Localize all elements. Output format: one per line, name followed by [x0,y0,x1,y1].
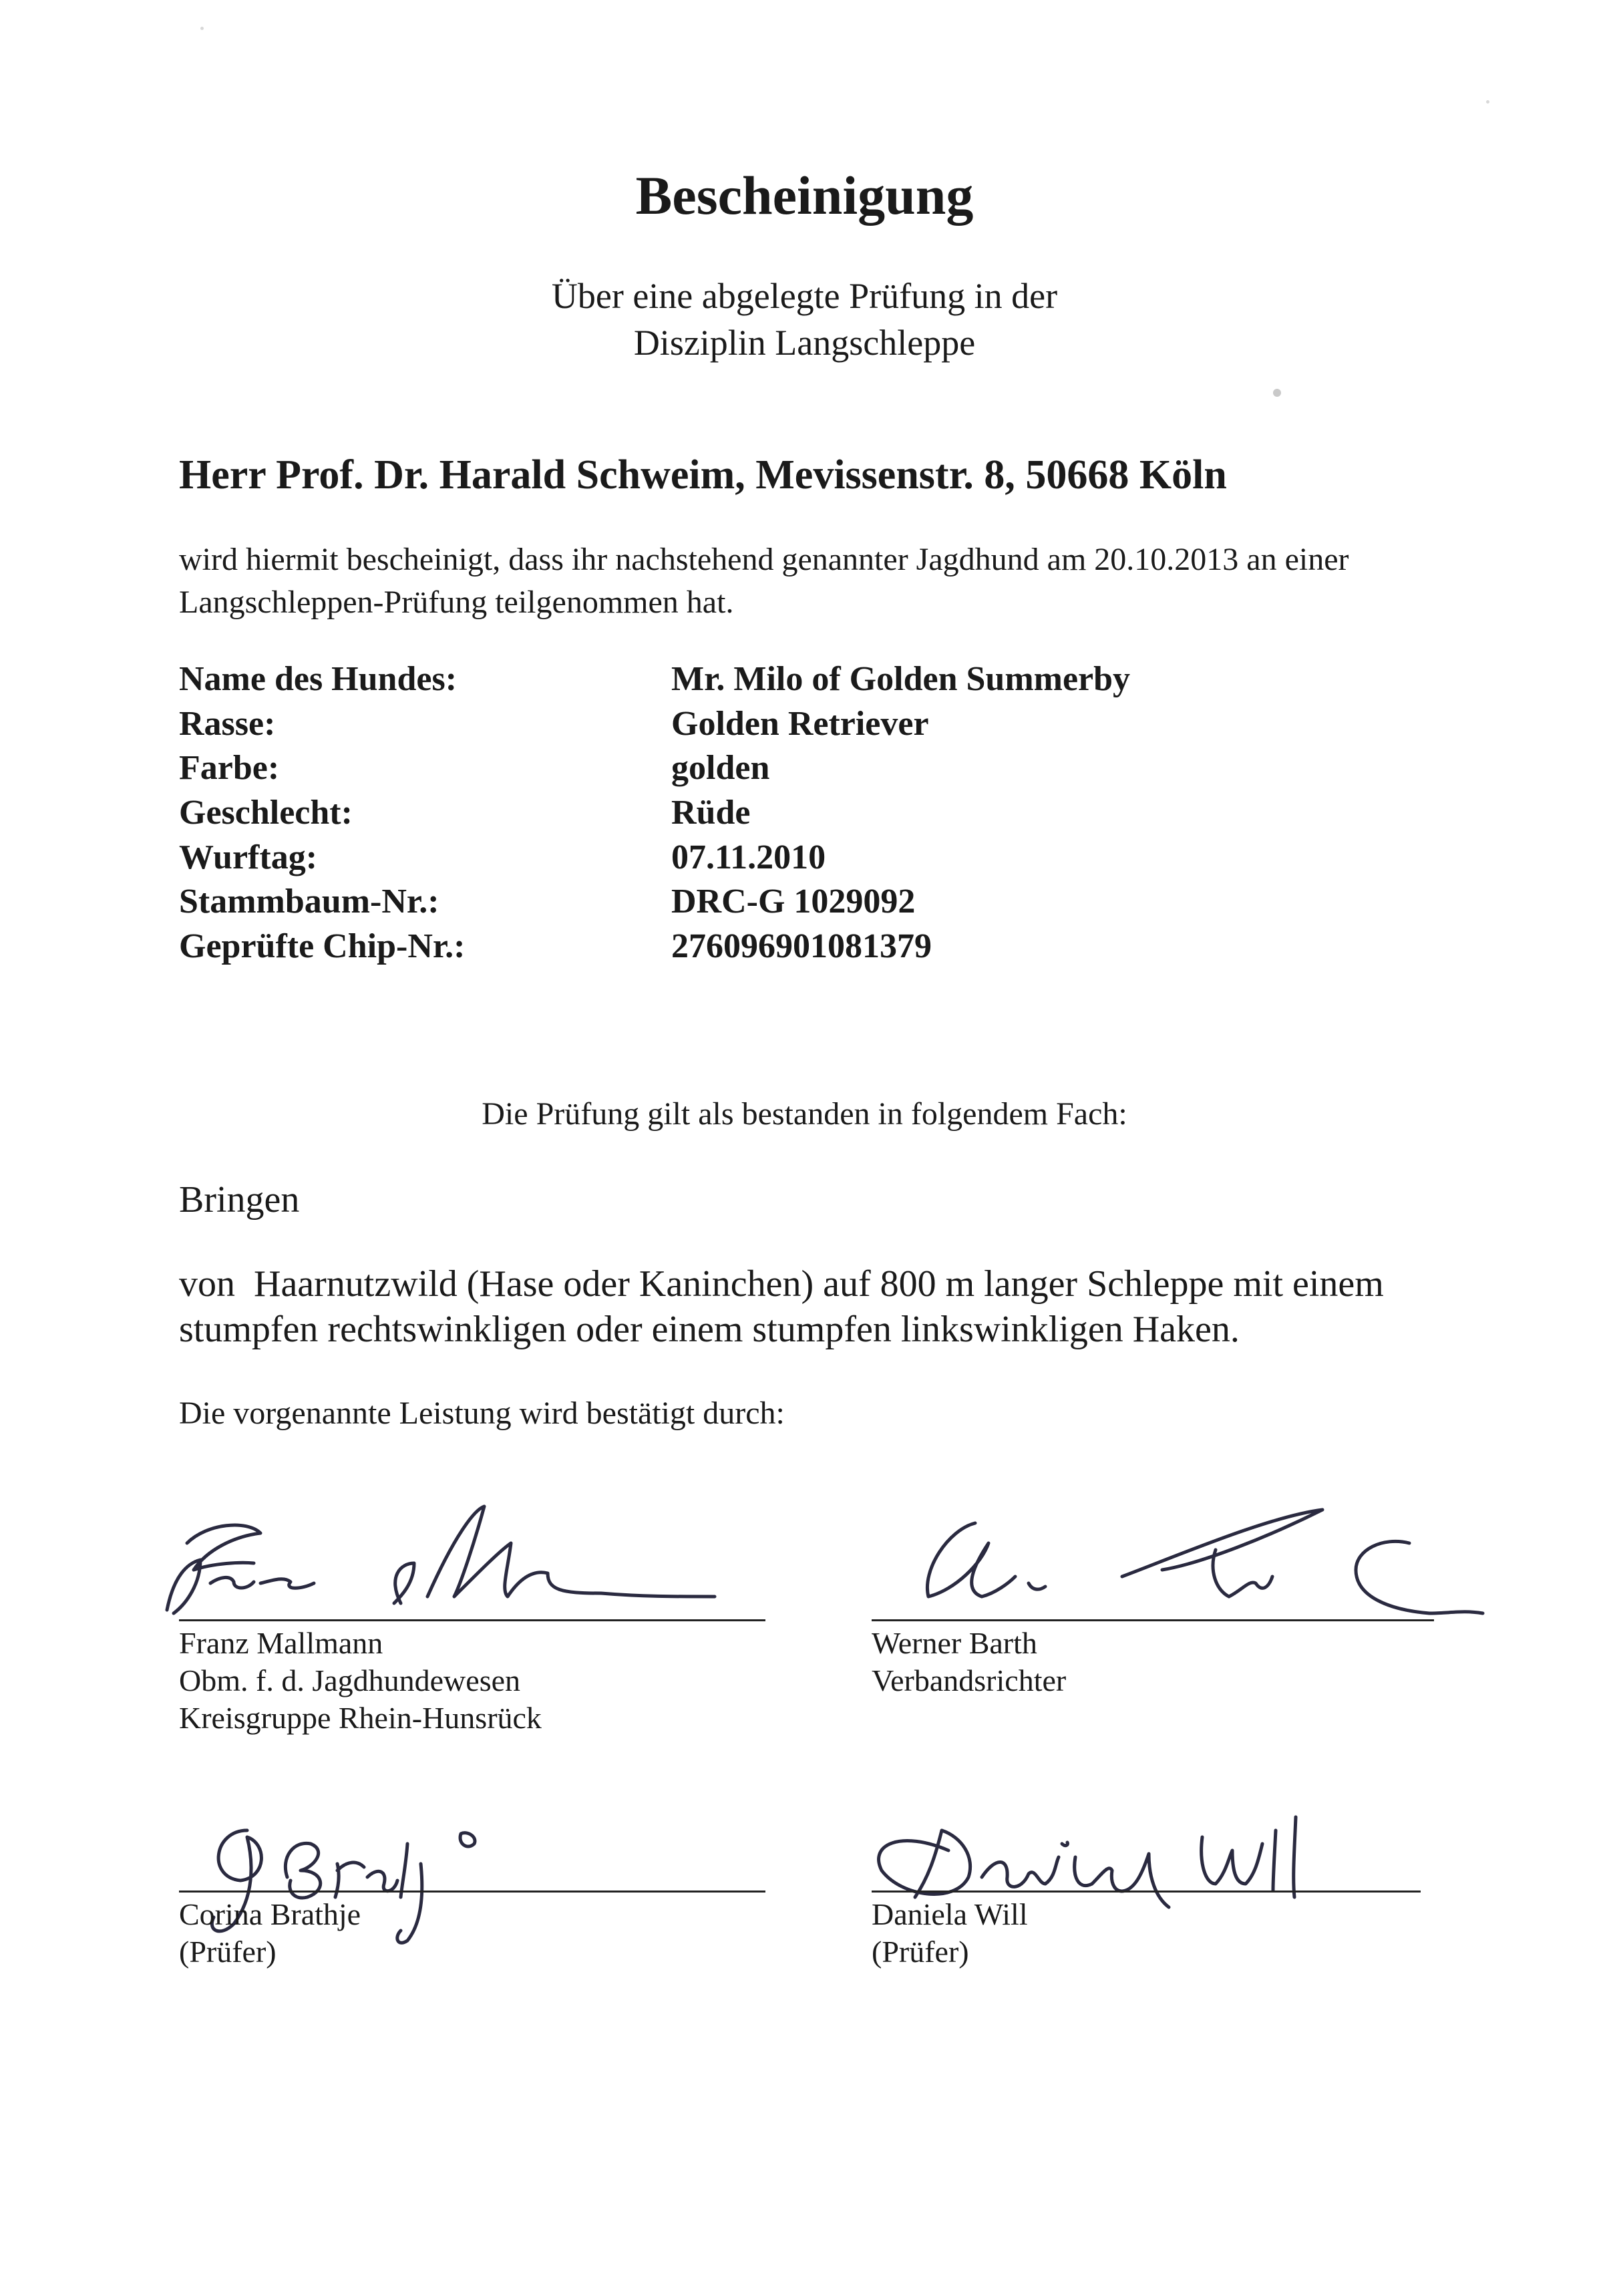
document-subtitle [0,273,1609,366]
signatory-4 [872,1896,1028,1971]
exam-description [179,1261,1515,1352]
exam-description-line-2: stumpfen rechtswinkligen oder einem stumpfen linkswinkligen Haken. [179,1309,1240,1350]
detail-value: 276096901081379 [671,927,932,966]
signatory-3 [179,1896,361,1971]
signature-line [872,1891,1421,1893]
signatory-1 [179,1625,542,1737]
exam-subject: Bringen [179,1179,300,1220]
detail-row [179,657,1130,702]
paper-speck [200,27,204,30]
subtitle-line-1: Über eine abgelegte Prüfung in der [551,276,1058,316]
passed-statement: Die Prüfung gilt als bestanden in folgendem Fach: [482,1096,1127,1132]
signatory-name: Daniela Will [872,1897,1028,1931]
confirmation-text: Die vorgenannte Leistung wird bestätigt durch: [179,1396,785,1431]
signature-line [179,1891,765,1893]
detail-value: Rüde [671,794,751,832]
paper-speck [1486,100,1489,104]
exam-description-line-1: von Haarnutzwild (Hase oder Kaninchen) auf 800 m langer Schleppe mit einem [179,1263,1384,1305]
detail-row [179,880,1130,925]
detail-label: Geschlecht: [179,794,353,832]
detail-value: golden [671,749,770,788]
detail-value: Mr. Milo of Golden Summerby [671,660,1131,698]
signatory-name: Corina Brathje [179,1897,361,1931]
dog-details [179,657,1130,969]
signature-franz-mallmann [147,1496,748,1630]
signatory-role: (Prüfer) [179,1935,277,1969]
signatory-role: Obm. f. d. Jagdhundewesen [179,1663,521,1697]
detail-label: Name des Hundes: [179,660,458,698]
subtitle-line-2: Disziplin Langschleppe [633,323,976,363]
signatory-org: Kreisgruppe Rhein-Hunsrück [179,1701,542,1735]
detail-value: Golden Retriever [671,704,929,743]
detail-row [179,791,1130,836]
detail-value: 07.11.2010 [671,838,826,876]
detail-row [179,746,1130,791]
detail-row [179,702,1130,747]
signatory-role: Verbandsrichter [872,1663,1067,1697]
document-title: Bescheinigung [635,165,974,226]
signatory-role: (Prüfer) [872,1935,969,1969]
paper-speck [1273,389,1281,397]
detail-label: Rasse: [179,704,276,743]
detail-label: Farbe: [179,749,280,788]
signatory-2 [872,1625,1066,1699]
intro-line-2: Langschleppen-Prüfung teilgenommen hat. [179,585,734,620]
detail-label: Stammbaum-Nr.: [179,882,439,921]
signature-line [179,1619,765,1621]
signatory-name: Franz Mallmann [179,1626,383,1660]
signature-line [872,1619,1434,1621]
detail-row [179,836,1130,880]
detail-row [179,925,1130,969]
detail-label: Wurftag: [179,838,318,876]
signature-werner-barth [895,1483,1463,1637]
detail-value: DRC-G 1029092 [671,882,916,921]
intro-paragraph [179,538,1448,624]
signatory-name: Werner Barth [872,1626,1037,1660]
intro-line-1: wird hiermit bescheinigt, dass ihr nachstehend genannter Jagdhund am 20.10.2013 an einer [179,542,1349,577]
owner-address: Herr Prof. Dr. Harald Schweim, Mevissenstr. 8, 50668 Köln [179,452,1227,498]
detail-label: Geprüfte Chip-Nr.: [179,927,466,966]
